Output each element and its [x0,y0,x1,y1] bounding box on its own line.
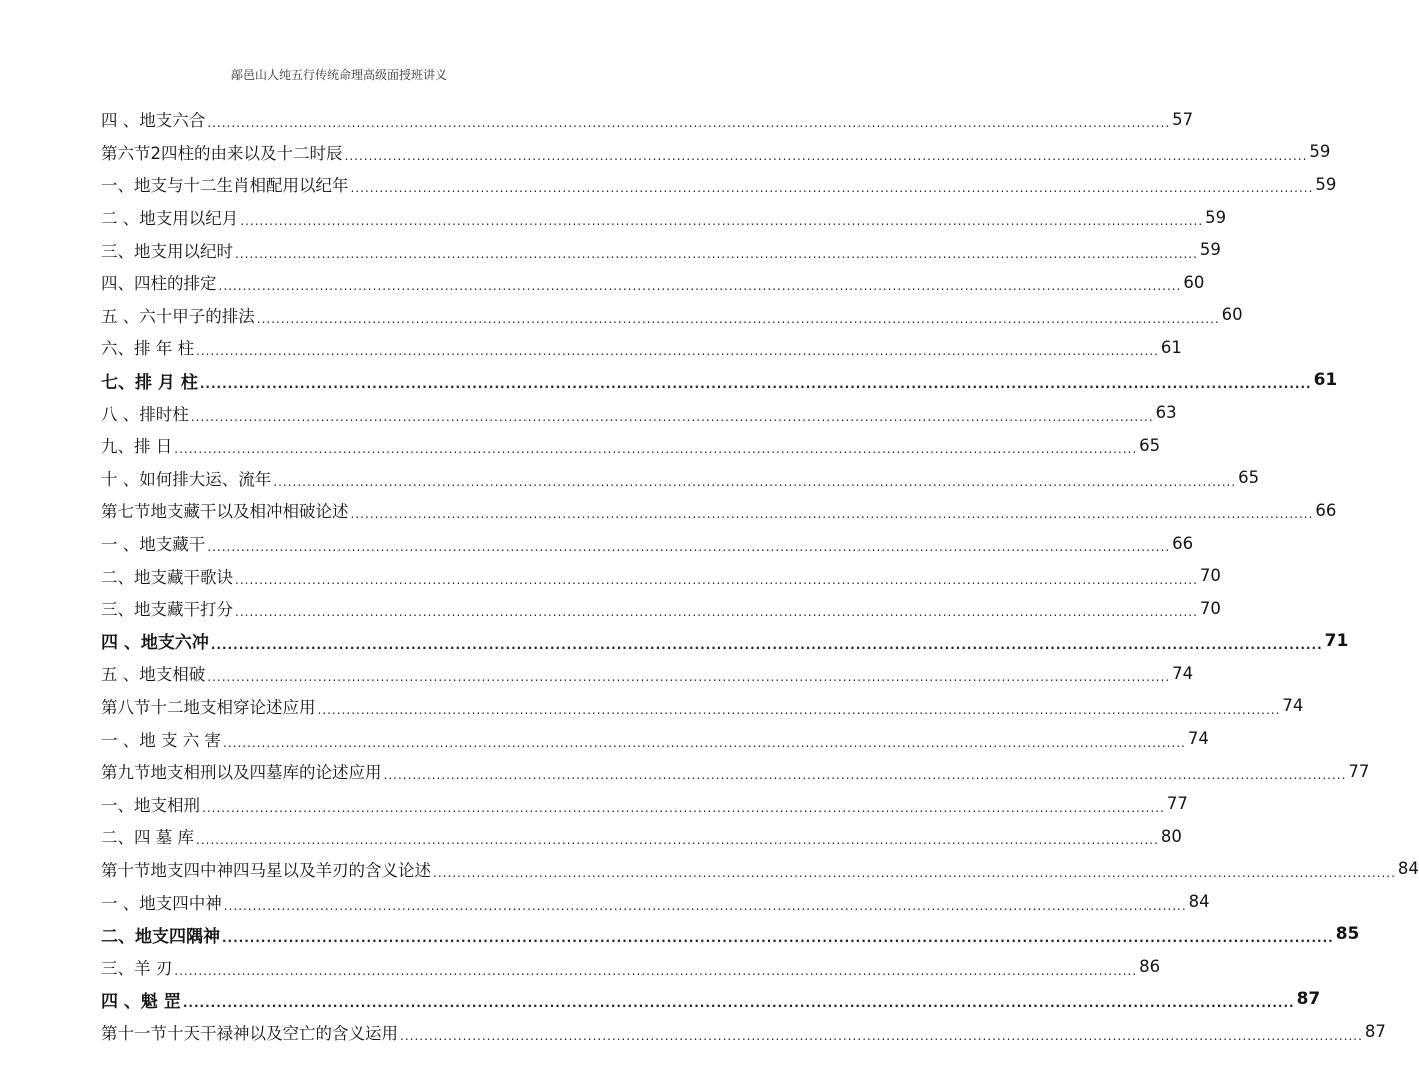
toc-entry [101,592,1221,625]
toc-entry-title: 五 、地支相破 [101,665,206,685]
toc-leader-dots: ........................................................................................................................................................................................................ [202,800,1165,815]
toc-leader-dots: ........................................................................................................................................................................................................ [174,442,1138,457]
toc-entry-title: 二、四 墓 库 [101,828,194,848]
toc-entry-page-number: 66 [1172,533,1194,553]
toc-leader-dots: ........................................................................................................................................................................................................ [174,963,1138,978]
toc-entry-title: 三、羊 刃 [101,958,173,978]
toc-entry-page-number: 77 [1166,794,1188,814]
toc-entry-title: 十 、如何排大运、流年 [101,469,272,489]
toc-entry-title: 第十节地支四中神四马星以及羊刃的含义论述 [101,860,431,880]
toc-entry [101,787,1188,820]
toc-entry-page-number: 84 [1397,859,1419,879]
toc-entry-page-number: 57 [1172,109,1194,129]
toc-entry-page-number: 86 [1139,957,1161,977]
toc-entry-title: 八 、排时柱 [101,404,189,424]
toc-leader-dots: ........................................................................................................................................................................................................ [196,833,1159,848]
toc-entry-page-number: 85 [1335,924,1360,945]
toc-entry-page-number: 77 [1348,761,1370,781]
toc-entry [101,755,1370,788]
toc-entry-page-number: 65 [1139,435,1161,455]
toc-entry [101,103,1194,136]
toc-entry [101,690,1304,723]
toc-leader-dots: ........................................................................................................................................................................................................ [383,768,1347,783]
toc-entry [101,918,1360,951]
toc-entry-title: 六、排 年 柱 [101,339,194,359]
toc-entry-page-number: 60 [1221,305,1243,325]
toc-entry [101,494,1337,527]
toc-entry-page-number: 71 [1324,630,1349,651]
toc-entry-title: 四 、地支六冲 [101,633,209,654]
toc-leader-dots: ........................................................................................................................................................................................................ [235,572,1198,587]
toc-leader-dots: ........................................................................................................................................................................................................ [207,116,1171,131]
toc-entry-title: 第八节十二地支相穿论述应用 [101,697,316,717]
toc-entry [101,136,1331,169]
toc-leader-dots: ........................................................................................................................................................................................................ [222,735,1186,750]
toc-leader-dots: ........................................................................................................................................................................................................ [273,474,1237,489]
toc-leader-dots: ........................................................................................................................................................................................................ [182,996,1295,1011]
toc-leader-dots: ........................................................................................................................................................................................................ [433,865,1396,880]
toc-entry [101,657,1194,690]
page-header: 鄗邑山人纯五行传统命理高级面授班讲义 [230,68,447,82]
toc-entry-page-number: 74 [1282,696,1304,716]
toc-entry [101,527,1194,560]
toc-leader-dots: ........................................................................................................................................................................................................ [207,670,1171,685]
toc-leader-dots: ........................................................................................................................................................................................................ [317,702,1281,717]
toc-entry-page-number: 74 [1187,729,1209,749]
toc-entry-page-number: 80 [1160,826,1182,846]
toc-entry [101,722,1209,755]
toc-entry-title: 七、排 月 柱 [101,372,198,393]
toc-entry [101,299,1243,332]
toc-entry [101,364,1338,397]
toc-entry [101,233,1221,266]
toc-entry-page-number: 87 [1296,989,1321,1010]
toc-entry-title: 四 、地支六合 [101,111,206,131]
toc-entry [101,853,1419,886]
toc-entry-page-number: 63 [1155,403,1177,423]
toc-entry [101,625,1349,658]
toc-leader-dots: ........................................................................................................................................................................................................ [235,605,1198,620]
toc-entry-title: 第七节地支藏干以及相冲相破论述 [101,502,349,522]
toc-leader-dots: ........................................................................................................................................................................................................ [235,246,1198,261]
toc-entry-title: 二、地支四隅神 [101,926,220,947]
toc-entry [101,266,1205,299]
toc-entry-title: 四、四柱的排定 [101,274,217,294]
toc-entry-page-number: 84 [1188,892,1210,912]
toc-entry-title: 四 、魁 罡 [101,991,181,1012]
toc-entry-title: 九、排 日 [101,437,173,457]
toc-leader-dots: ........................................................................................................................................................................................................ [218,279,1182,294]
toc-entry-page-number: 65 [1238,468,1260,488]
toc-entry-page-number: 59 [1309,142,1331,162]
toc-entry-page-number: 61 [1160,337,1182,357]
toc-entry-page-number: 60 [1183,272,1205,292]
toc-entry-title: 三、地支用以纪时 [101,241,233,261]
toc-entry [101,396,1177,429]
toc-entry-title: 二、地支藏干歌诀 [101,567,233,587]
toc-leader-dots: ........................................................................................................................................................................................................ [256,311,1220,326]
toc-entry-title: 三、地支藏干打分 [101,600,233,620]
toc-entry [101,950,1161,983]
toc-entry [101,559,1221,592]
toc-entry-page-number: 70 [1199,598,1221,618]
toc-entry [101,885,1210,918]
toc-entry-title: 五 、六十甲子的排法 [101,306,255,326]
toc-leader-dots: ........................................................................................................................................................................................................ [350,181,1314,196]
toc-entry-page-number: 59 [1199,240,1221,260]
toc-entry-page-number: 59 [1315,174,1337,194]
toc-entry [101,462,1260,495]
toc-entry-page-number: 66 [1315,500,1337,520]
toc-entry-title: 一、地支相刑 [101,795,200,815]
toc-leader-dots: ........................................................................................................................................................................................................ [350,507,1314,522]
toc-entry [101,1016,1386,1049]
toc-leader-dots: ........................................................................................................................................................................................................ [210,637,1323,652]
toc-entry-title: 一、地支与十二生肖相配用以纪年 [101,176,349,196]
toc-entry-title: 一 、地支四中神 [101,893,222,913]
toc-entry [101,331,1182,364]
toc-entry-title: 第九节地支相刑以及四墓库的论述应用 [101,763,382,783]
table-of-contents [101,103,1419,1048]
toc-entry [101,429,1161,462]
toc-entry-title: 第六节2四柱的由来以及十二时辰 [101,143,343,163]
toc-leader-dots: ........................................................................................................................................................................................................ [199,377,1312,392]
toc-entry-page-number: 70 [1199,566,1221,586]
toc-entry-title: 一 、地支藏干 [101,535,206,555]
toc-entry [101,168,1337,201]
toc-entry-page-number: 74 [1172,663,1194,683]
toc-entry-page-number: 61 [1313,370,1338,391]
toc-leader-dots: ........................................................................................................................................................................................................ [196,344,1159,359]
toc-leader-dots: ........................................................................................................................................................................................................ [222,931,1334,946]
toc-entry-title: 第十一节十天干禄神以及空亡的含义运用 [101,1023,398,1043]
toc-entry-page-number: 87 [1364,1022,1386,1042]
toc-entry [101,820,1182,853]
toc-entry [101,201,1227,234]
toc-leader-dots: ........................................................................................................................................................................................................ [240,214,1204,229]
toc-entry-title: 一 、地 支 六 害 [101,730,221,750]
toc-leader-dots: ........................................................................................................................................................................................................ [190,409,1154,424]
toc-leader-dots: ........................................................................................................................................................................................................ [400,1028,1363,1043]
toc-entry-page-number: 59 [1205,207,1227,227]
toc-entry-title: 二 、地支用以纪月 [101,209,239,229]
toc-leader-dots: ........................................................................................................................................................................................................ [344,148,1308,163]
toc-leader-dots: ........................................................................................................................................................................................................ [223,898,1187,913]
toc-entry [101,983,1321,1016]
toc-leader-dots: ........................................................................................................................................................................................................ [207,540,1171,555]
